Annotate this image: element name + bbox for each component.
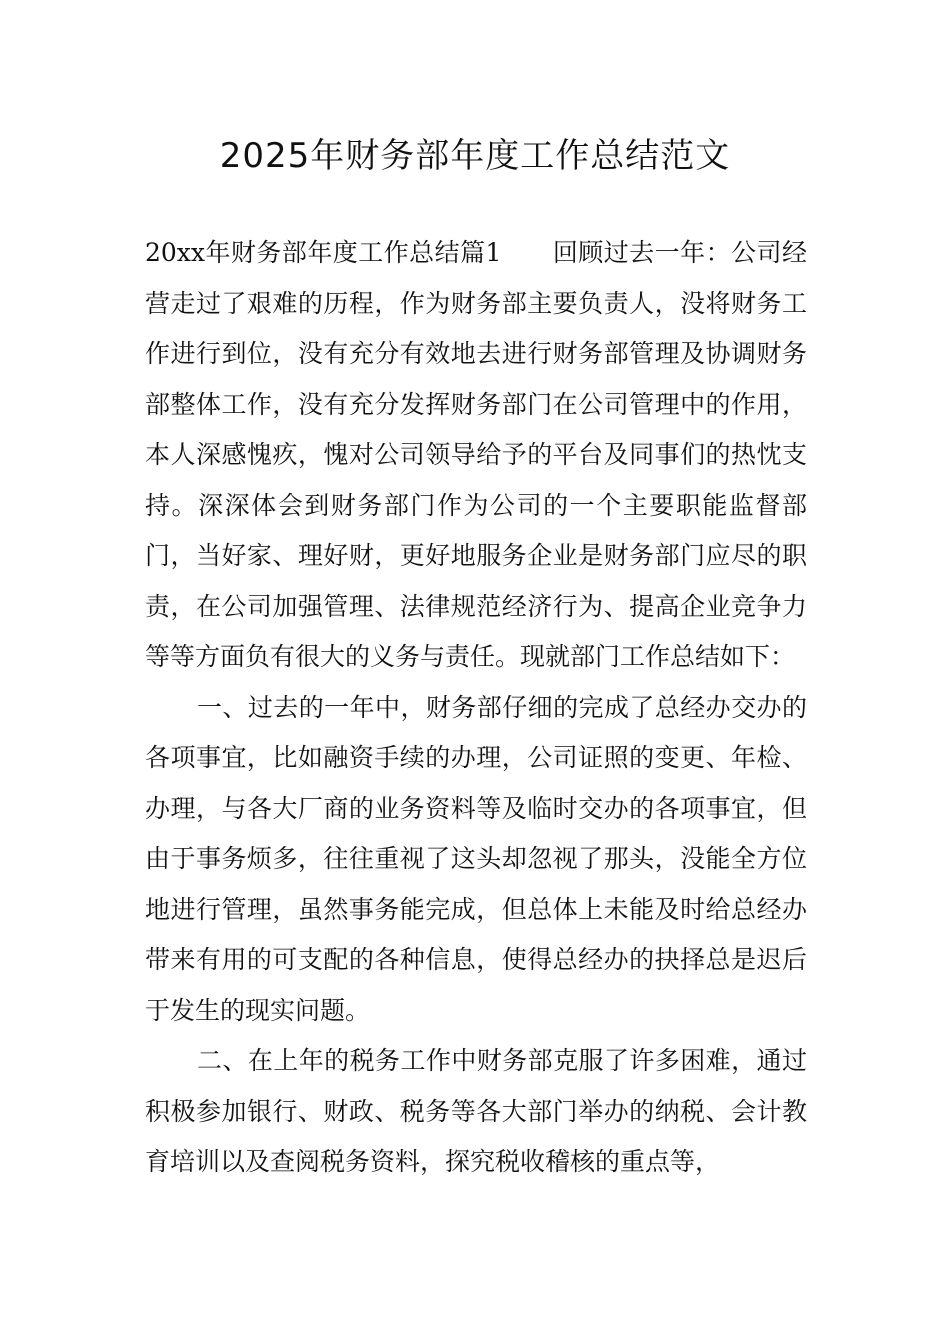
paragraph-section-1: 一、过去的一年中，财务部仔细的完成了总经办交办的各项事宜，比如融资手续的办理，公司证照的变更、年检、办理，与各大厂商的业务资料等及临时交办的各项事宜，但由于事务烦多，往往重视了这头却忽视了那头，没能全方位地进行管理，虽然事务能完成，但总体上未能及时给总经办带来有用的可支配的各种信息，使得总经办的抉择总是迟后于发生的现实问题。 — [145, 692, 807, 1025]
paragraph-section-2: 二、在上年的税务工作中财务部克服了许多困难，通过积极参加银行、财政、税务等各大部门举办的纳税、会计教育培训以及查阅税务资料，探究税收稽核的重点等， — [145, 1046, 807, 1176]
paragraph-intro: 20xx年财务部年度工作总结篇1 回顾过去一年：公司经营走过了艰难的历程，作为财务部主要负责人，没将财务工作进行到位，没有充分有效地去进行财务部管理及协调财务部整体工作，没有充分发挥财务部门在公司管理中的作用，本人深感愧疚，愧对公司领导给予的平台及同事们的热忱支持。深深体会到财务部门作为公司的一个主要职能监督部门，当好家、理好财，更好地服务企业是财务部门应尽的职责，在公司加强管理、法律规范经济行为、提高企业竞争力等等方面负有很大的义务与责任。现就部门工作总结如下： — [145, 238, 807, 671]
document-title: 2025年财务部年度工作总结范文 — [219, 136, 731, 176]
document-body — [145, 228, 807, 1188]
